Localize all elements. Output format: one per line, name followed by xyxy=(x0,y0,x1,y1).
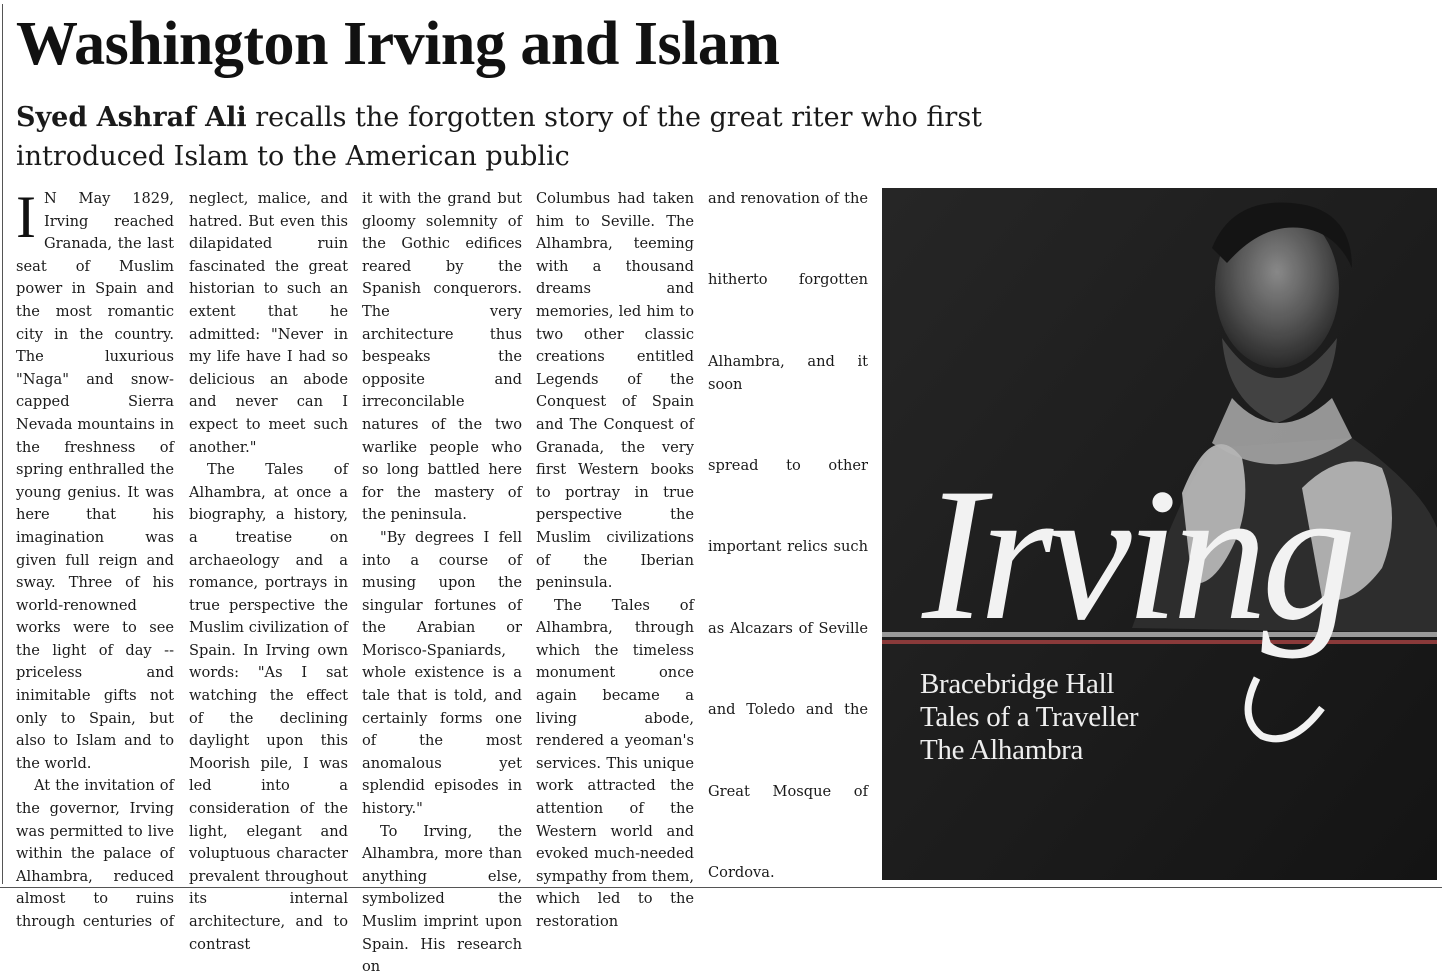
column-line: spread to other xyxy=(708,457,868,474)
cover-title-list xyxy=(920,668,1138,767)
column-line: and Toledo and the xyxy=(708,701,868,719)
article-column-5 xyxy=(708,188,868,885)
byline-author: Syed Ashraf Ali xyxy=(16,102,247,133)
bottom-rule xyxy=(0,887,1442,888)
article-column-2 xyxy=(189,188,348,953)
cover-title-line: The Alhambra xyxy=(920,734,1084,766)
cover-title-line: Tales of a Traveller xyxy=(920,701,1139,733)
left-column-rule xyxy=(2,4,3,884)
column-line: Great Mosque of xyxy=(708,782,868,800)
paragraph-text: N May 1829, Irving reached Granada, the last seat of Muslim power in Spain and the most romantic city in the country. The luxurious "Naga" and snow-capped Sierra Nevada mountains in the freshness of spring enthralled the young genius. It was here that his imagination was given full reign and sway. Three of his world-renowned works were to see the light of day -- priceless and inimitable gifts not only to Spain, but also to Islam and to the world. xyxy=(16,190,174,772)
paragraph: Columbus had taken him to Seville. The Alhambra, teeming with a thousand dreams and memories, led him to two other classic creations entitled Legends of the Conquest of Spain and The Conquest of Granada, the very first Western books to portray in true perspective the Muslim civilizations of the Iberian peninsula. xyxy=(536,190,694,592)
column-line: Cordova. xyxy=(708,864,775,882)
paragraph: The Tales of Alhambra, at once a biography, a history, a treatise on archaeology and a romance, portrays in true perspective the Muslim civilization of Spain. In Irving own words: "As I sat watching the effect of the declining daylight upon this Moorish pile, I was led into a consideration of the light, elegant and voluptuous character prevalent throughout its internal architecture, and to contrast xyxy=(189,461,348,953)
paragraph: neglect, malice, and hatred. But even this dilapidated ruin fascinated the great historian to such an extent that he admitted: "Never in my life have I had so delicious an abode and never can I expect to meet such another." xyxy=(189,190,348,456)
subhead-text: recalls the forgotten story of the great riter who first introduced Islam to the American public xyxy=(16,102,983,172)
book-cover-image xyxy=(882,188,1437,880)
cover-title-line: Bracebridge Hall xyxy=(920,668,1115,700)
article-column-1 xyxy=(16,184,174,930)
cover-script-title: Irving xyxy=(922,450,1351,660)
column-line: and renovation of the xyxy=(708,190,868,207)
subhead xyxy=(16,98,1096,176)
paragraph: "By degrees I fell into a course of musing upon the singular fortunes of the Arabian or Morisco-Spaniards, whole existence is a tale that is told, and certainly forms one of the most anomalous yet splendid episodes in history." xyxy=(362,528,522,818)
drop-cap: I xyxy=(16,184,36,250)
article-column-3 xyxy=(362,188,522,976)
column-line: important relics such xyxy=(708,538,868,556)
paragraph: it with the grand but gloomy solemnity of the Gothic edifices reared by the Spanish conquerors. The very architecture thus bespeaks the opposite and irreconcilable natures of the two warlike people who so long battled here for the mastery of the peninsula. xyxy=(362,190,522,524)
paragraph: The Tales of Alhambra, through which the timeless monument once again became a living abode, rendered a yeoman's services. This unique work attracted the attention of the Western world and evoked much-needed sympathy from them, which led to the restoration xyxy=(536,596,694,930)
column-line: Alhambra, and it soon xyxy=(708,352,868,393)
article-column-4 xyxy=(536,188,694,930)
paragraph: At the invitation of the governor, Irving was permitted to live within the palace of Alhambra, reduced almost to ruins through centuries of xyxy=(16,777,174,930)
paragraph xyxy=(16,184,174,775)
column-line: as Alcazars of Seville xyxy=(708,619,868,637)
headline: Washington Irving and Islam xyxy=(16,10,780,78)
column-line: hitherto forgotten xyxy=(708,271,868,289)
paragraph: To Irving, the Alhambra, more than anything else, symbolized the Muslim imprint upon Spain. His research on xyxy=(362,822,522,976)
cover-artwork xyxy=(882,188,1437,880)
